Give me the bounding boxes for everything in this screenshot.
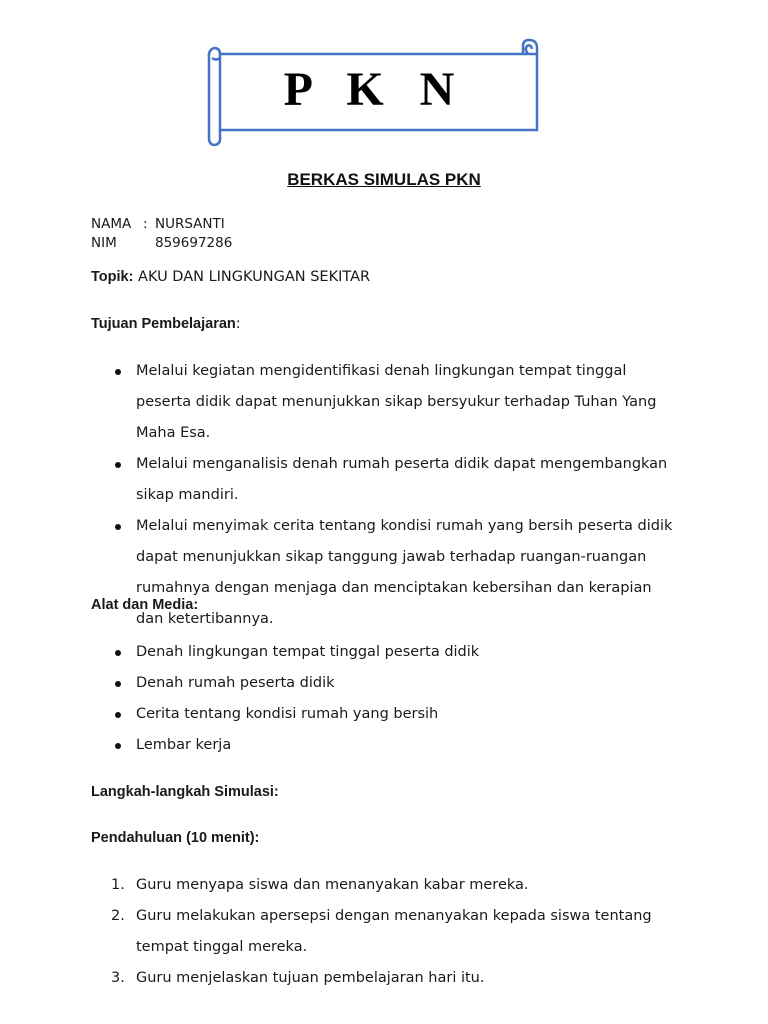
list-item: Denah rumah peserta didik (91, 668, 681, 699)
list-item: 1. Guru menyapa siswa dan menanyakan kabar mereka. (111, 877, 529, 893)
topic-line (91, 269, 370, 285)
topic-value: AKU DAN LINGKUNGAN SEKITAR (138, 269, 371, 285)
intro-heading: Pendahuluan (10 menit): (91, 830, 260, 846)
goals-heading: Tujuan Pembelajaran: (91, 316, 241, 332)
list-item: 3. Guru menjelaskan tujuan pembelajaran hari itu. (111, 970, 485, 986)
list-item: Cerita tentang kondisi rumah yang bersih (91, 699, 681, 730)
list-item: Denah lingkungan tempat tinggal peserta didik (91, 637, 681, 668)
media-list (91, 637, 681, 761)
banner-title: P K N (283, 63, 467, 116)
list-item: Melalui kegiatan mengidentifikasi denah lingkungan tempat tinggal peserta didik dapat menunjukkan sikap bersyukur terhadap Tuhan Yang Maha Esa. (91, 356, 681, 449)
list-item: 2. Guru melakukan apersepsi dengan menanyakan kepada siswa tentang tempat tinggal mereka. (111, 908, 652, 955)
steps-heading: Langkah-langkah Simulasi: (91, 784, 279, 800)
document-title: BERKAS SIMULAS PKN (287, 170, 481, 189)
identity-row-nim: NIM 859697286 (91, 235, 233, 251)
list-item: Lembar kerja (91, 730, 681, 761)
intro-list (91, 870, 681, 994)
identity-row-nama: NAMA : NURSANTI (91, 216, 225, 232)
list-item: Melalui menganalisis denah rumah peserta didik dapat mengembangkan sikap mandiri. (91, 449, 681, 511)
topic-label: Topik: (91, 269, 134, 285)
list-item: Melalui menyimak cerita tentang kondisi rumah yang bersih peserta didik dapat menunjukkan sikap tanggung jawab terhadap ruangan-ruangan rumahnya dengan menjaga dan menciptakan kebersihan dan kerapian dan ketertibannya. (91, 511, 681, 635)
media-heading: Alat dan Media: (91, 597, 199, 613)
identity-block (91, 215, 232, 253)
goals-list (91, 356, 681, 635)
